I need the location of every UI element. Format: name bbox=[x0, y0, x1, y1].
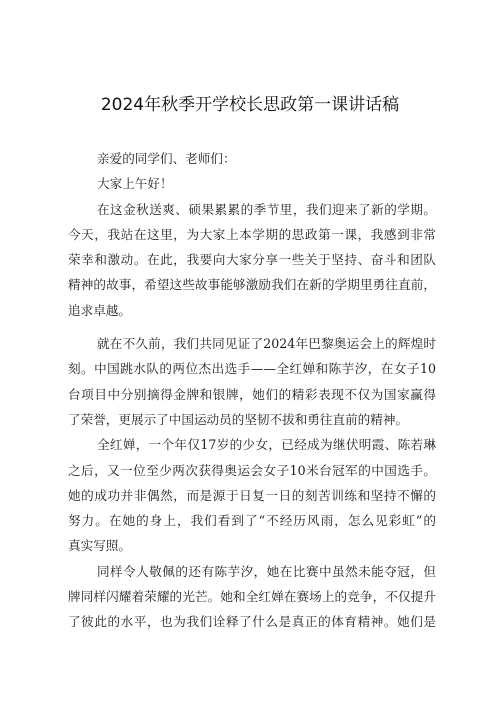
paragraph-1-line-1: 在这金秋送爽、硕果累累的季节里，我们迎来了新的学期。 bbox=[97, 201, 436, 217]
paragraph-2-line-1: 就在不久前，我们共同见证了2024年巴黎奥运会上的辉煌时 bbox=[97, 336, 436, 352]
document-title: 2024年秋季开学校长思政第一课讲话稿 bbox=[100, 95, 400, 115]
paragraph-4-line-3: 了彼此的水平，也为我们诠释了什么是真正的体育精神。她们是 bbox=[68, 614, 436, 630]
paragraph-2-line-3: 台项目中分别摘得金牌和银牌，她们的精彩表现不仅为国家赢得 bbox=[68, 386, 436, 402]
paragraph-1-line-4: 精神的故事，希望这些故事能够激励我们在新的学期里勇往直前， bbox=[68, 277, 436, 293]
paragraph-3-line-5: 真实写照。 bbox=[68, 538, 131, 554]
paragraph-3-line-3: 她的成功并非偶然，而是源于日复一日的刻苦训练和坚持不懈的 bbox=[68, 487, 436, 503]
paragraph-4-line-1: 同样令人敬佩的还有陈芋汐，她在比赛中虽然未能夺冠，但 bbox=[97, 563, 436, 579]
paragraph-3-line-4: 努力。在她的身上，我们看到了“不经历风雨，怎么见彩虹”的 bbox=[68, 513, 436, 529]
paragraph-4-line-2: 牌同样闪耀着荣耀的光芒。她和全红婵在赛场上的竞争，不仅提升 bbox=[68, 589, 436, 605]
document-body bbox=[68, 146, 436, 635]
salutation-line: 亲爱的同学们、老师们： bbox=[97, 151, 236, 166]
paragraph-3-line-1: 全红婵，一个年仅17岁的少女，已经成为继伏明霞、陈若琳 bbox=[97, 437, 436, 453]
paragraph-1-line-3: 荣幸和激动。在此，我要向大家分享一些关于坚持、奋斗和团队 bbox=[68, 252, 436, 268]
paragraph-1-line-2: 今天，我站在这里，为大家上本学期的思政第一课，我感到非常 bbox=[68, 226, 436, 242]
paragraph-3-line-2: 之后，又一位至少两次获得奥运会女子10米台冠军的中国选手。 bbox=[68, 462, 436, 478]
greeting-line: 大家上午好！ bbox=[97, 176, 173, 192]
paragraph-2-line-4: 了荣誉，更展示了中国运动员的坚韧不拔和勇往直前的精神。 bbox=[68, 411, 409, 427]
paragraph-1-line-5: 追求卓越。 bbox=[68, 302, 131, 318]
paragraph-2-line-2: 刻。中国跳水队的两位杰出选手——全红婵和陈芋汐，在女子10 bbox=[68, 361, 436, 377]
